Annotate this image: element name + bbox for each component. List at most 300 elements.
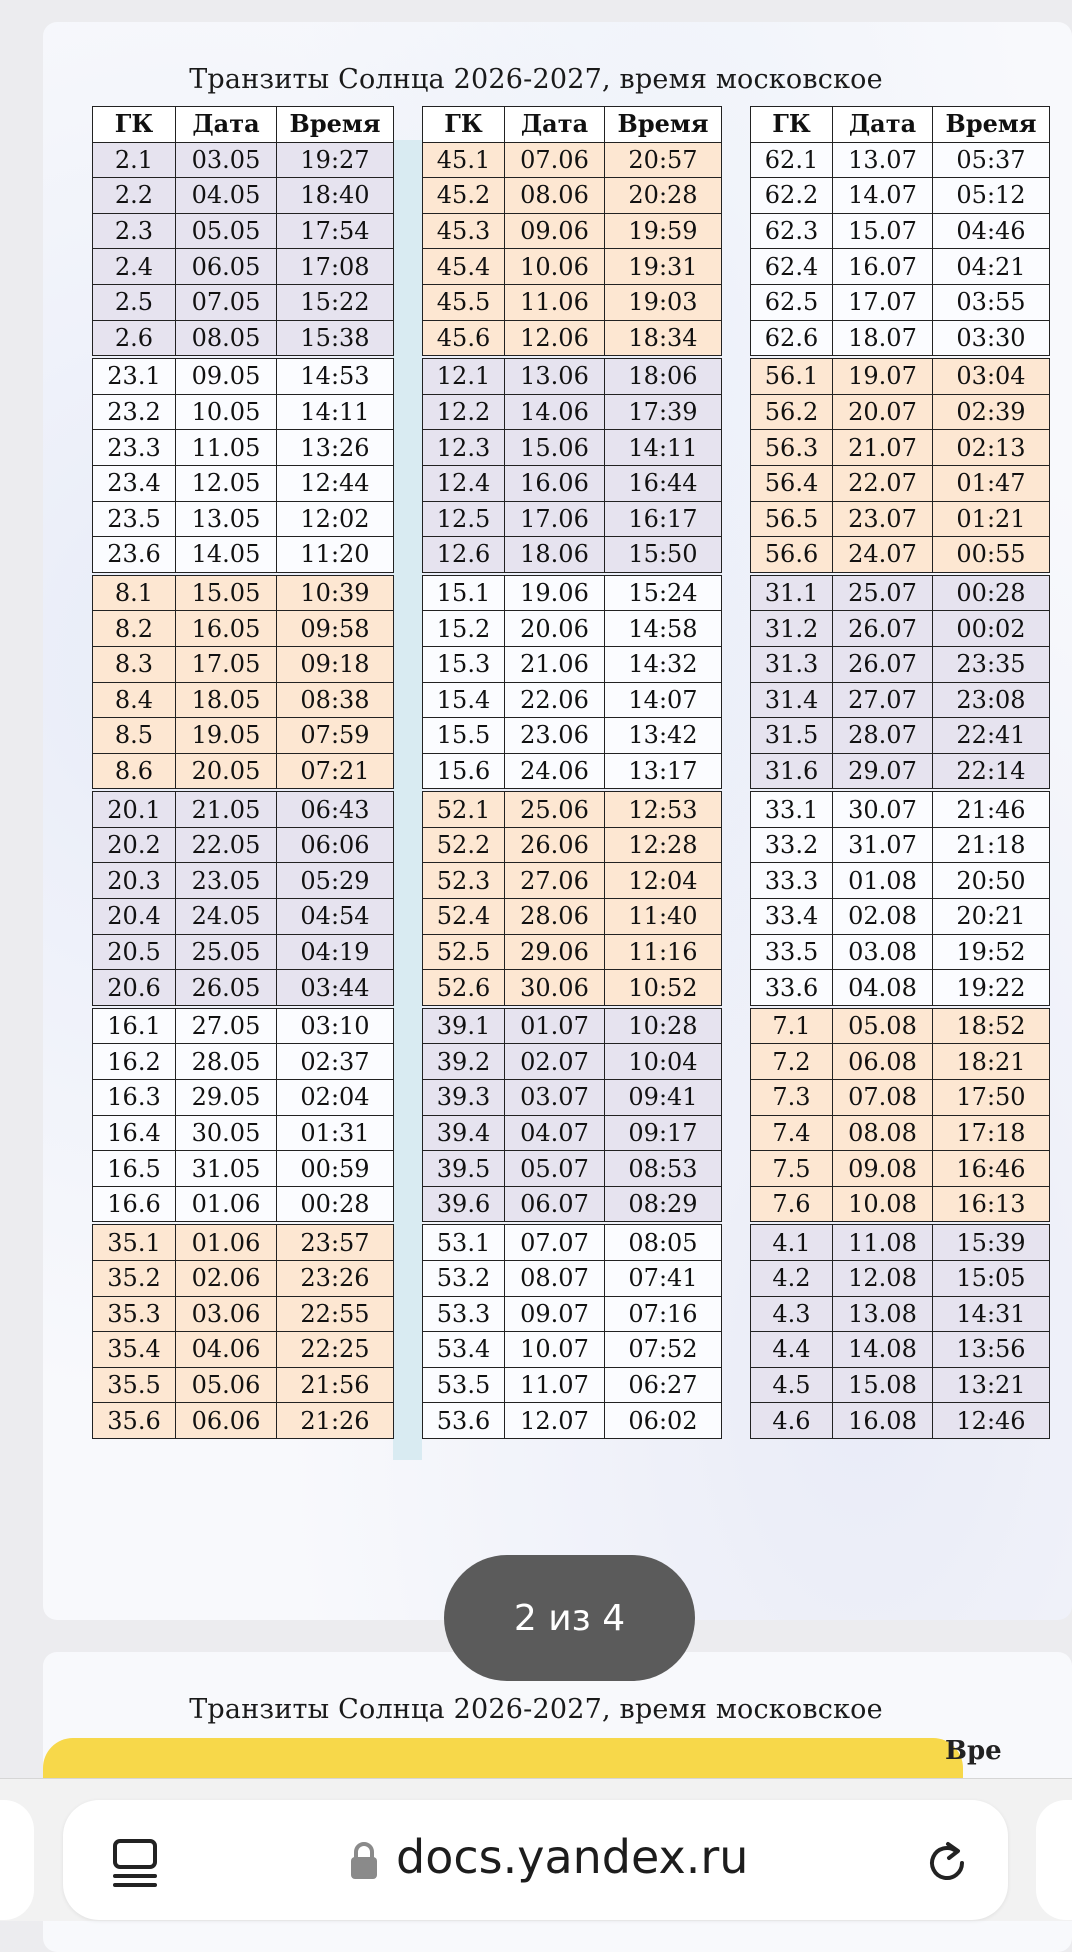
- table-row: [423, 611, 722, 647]
- gk-cell: 53.1: [423, 1223, 505, 1260]
- date-cell: 26.07: [833, 611, 933, 647]
- gk-cell: 20.3: [93, 863, 176, 899]
- time-cell: 00:02: [933, 611, 1050, 647]
- table-row: [751, 574, 1050, 611]
- time-cell: 23:26: [277, 1261, 394, 1297]
- gk-cell: 33.6: [751, 970, 833, 1007]
- gk-cell: 56.6: [751, 537, 833, 574]
- previous-tab-edge[interactable]: [0, 1800, 34, 1920]
- gk-cell: 45.1: [423, 142, 505, 178]
- time-cell: 02:37: [277, 1044, 394, 1080]
- tabs-icon[interactable]: [112, 1838, 158, 1888]
- table-row: [93, 934, 394, 970]
- table-row: [423, 790, 722, 827]
- table-row: [423, 1186, 722, 1223]
- time-cell: 19:27: [277, 142, 394, 178]
- page-counter-badge: 2 из 4: [444, 1555, 695, 1681]
- table-row: [93, 790, 394, 827]
- date-cell: 08.05: [176, 320, 277, 357]
- time-cell: 14:07: [605, 682, 722, 718]
- gk-cell: 15.5: [423, 718, 505, 754]
- date-cell: 23.06: [505, 718, 605, 754]
- gk-cell: 35.1: [93, 1223, 176, 1260]
- table-row: [93, 1223, 394, 1260]
- time-cell: 07:52: [605, 1332, 722, 1368]
- date-cell: 25.05: [176, 934, 277, 970]
- table-row: [751, 753, 1050, 790]
- gk-cell: 31.1: [751, 574, 833, 611]
- table-row: [751, 1403, 1050, 1439]
- time-cell: 15:05: [933, 1261, 1050, 1297]
- table-row: [423, 501, 722, 537]
- gk-cell: 20.1: [93, 790, 176, 827]
- table-row: [93, 1115, 394, 1151]
- date-cell: 21.05: [176, 790, 277, 827]
- gk-cell: 53.4: [423, 1332, 505, 1368]
- table-row: [751, 646, 1050, 682]
- table-row: [93, 1186, 394, 1223]
- table-row: [423, 1007, 722, 1044]
- gk-cell: 45.6: [423, 320, 505, 357]
- date-cell: 14.08: [833, 1332, 933, 1368]
- gk-cell: 20.2: [93, 827, 176, 863]
- date-cell: 05.07: [505, 1151, 605, 1187]
- date-cell: 02.08: [833, 899, 933, 935]
- time-cell: 21:46: [933, 790, 1050, 827]
- gk-cell: 33.4: [751, 899, 833, 935]
- gk-cell: 39.6: [423, 1186, 505, 1223]
- table-row: [93, 1367, 394, 1403]
- table-row: [93, 1080, 394, 1116]
- time-cell: 09:18: [277, 646, 394, 682]
- date-cell: 16.08: [833, 1403, 933, 1439]
- date-cell: 28.06: [505, 899, 605, 935]
- gk-cell: 8.5: [93, 718, 176, 754]
- date-cell: 29.07: [833, 753, 933, 790]
- gk-cell: 12.6: [423, 537, 505, 574]
- time-cell: 19:22: [933, 970, 1050, 1007]
- time-cell: 08:53: [605, 1151, 722, 1187]
- time-cell: 04:19: [277, 934, 394, 970]
- date-cell: 18.07: [833, 320, 933, 357]
- table-row: [751, 1186, 1050, 1223]
- date-cell: 24.06: [505, 753, 605, 790]
- date-cell: 18.06: [505, 537, 605, 574]
- table-row: [93, 1332, 394, 1368]
- time-cell: 18:06: [605, 357, 722, 394]
- gk-cell: 20.4: [93, 899, 176, 935]
- time-cell: 18:40: [277, 178, 394, 214]
- date-cell: 03.08: [833, 934, 933, 970]
- reload-icon[interactable]: [922, 1838, 972, 1888]
- date-cell: 07.06: [505, 142, 605, 178]
- date-cell: 11.06: [505, 284, 605, 320]
- table-row: [751, 899, 1050, 935]
- date-cell: 10.07: [505, 1332, 605, 1368]
- date-cell: 30.05: [176, 1115, 277, 1151]
- table-row: [93, 178, 394, 214]
- table-row: [93, 970, 394, 1007]
- date-cell: 25.06: [505, 790, 605, 827]
- gk-cell: 15.4: [423, 682, 505, 718]
- table-row: [751, 430, 1050, 466]
- time-cell: 17:39: [605, 394, 722, 430]
- time-cell: 21:26: [277, 1403, 394, 1439]
- gk-cell: 39.4: [423, 1115, 505, 1151]
- time-cell: 03:04: [933, 357, 1050, 394]
- time-cell: 22:55: [277, 1296, 394, 1332]
- date-cell: 28.07: [833, 718, 933, 754]
- date-cell: 15.08: [833, 1367, 933, 1403]
- gk-cell: 35.3: [93, 1296, 176, 1332]
- gk-cell: 7.6: [751, 1186, 833, 1223]
- table-row: [93, 501, 394, 537]
- table-row: [93, 718, 394, 754]
- gk-cell: 53.3: [423, 1296, 505, 1332]
- time-cell: 09:41: [605, 1080, 722, 1116]
- gk-cell: 62.3: [751, 213, 833, 249]
- gk-cell: 39.1: [423, 1007, 505, 1044]
- gk-cell: 2.1: [93, 142, 176, 178]
- time-cell: 08:29: [605, 1186, 722, 1223]
- gk-cell: 52.4: [423, 899, 505, 935]
- gk-cell: 4.2: [751, 1261, 833, 1297]
- table-row: [423, 1403, 722, 1439]
- date-cell: 07.08: [833, 1080, 933, 1116]
- table-row: [93, 213, 394, 249]
- table-row: [751, 537, 1050, 574]
- date-cell: 04.07: [505, 1115, 605, 1151]
- date-cell: 06.07: [505, 1186, 605, 1223]
- header-gk: ГК: [93, 107, 176, 143]
- date-cell: 29.06: [505, 934, 605, 970]
- gk-cell: 56.1: [751, 357, 833, 394]
- date-cell: 10.06: [505, 249, 605, 285]
- date-cell: 12.08: [833, 1261, 933, 1297]
- table-row: [751, 1296, 1050, 1332]
- gk-cell: 4.1: [751, 1223, 833, 1260]
- date-cell: 14.05: [176, 537, 277, 574]
- date-cell: 25.07: [833, 574, 933, 611]
- gk-cell: 31.3: [751, 646, 833, 682]
- date-cell: 05.08: [833, 1007, 933, 1044]
- time-cell: 17:50: [933, 1080, 1050, 1116]
- table-row: [93, 142, 394, 178]
- date-cell: 16.05: [176, 611, 277, 647]
- time-cell: 18:34: [605, 320, 722, 357]
- next-tab-edge[interactable]: [1036, 1800, 1072, 1920]
- table-header-row: [423, 107, 722, 143]
- next-page-partial-header: Вре: [945, 1736, 1002, 1766]
- gk-cell: 33.3: [751, 863, 833, 899]
- time-cell: 03:44: [277, 970, 394, 1007]
- time-cell: 04:46: [933, 213, 1050, 249]
- date-cell: 27.05: [176, 1007, 277, 1044]
- time-cell: 20:57: [605, 142, 722, 178]
- date-cell: 02.06: [176, 1261, 277, 1297]
- date-cell: 09.07: [505, 1296, 605, 1332]
- time-cell: 23:57: [277, 1223, 394, 1260]
- time-cell: 11:40: [605, 899, 722, 935]
- gk-cell: 39.3: [423, 1080, 505, 1116]
- date-cell: 12.06: [505, 320, 605, 357]
- gk-cell: 8.1: [93, 574, 176, 611]
- time-cell: 07:59: [277, 718, 394, 754]
- page-title: Транзиты Солнца 2026-2027, время московское: [189, 64, 883, 95]
- gk-cell: 4.4: [751, 1332, 833, 1368]
- table-row: [423, 1332, 722, 1368]
- time-cell: 07:16: [605, 1296, 722, 1332]
- table-row: [423, 357, 722, 394]
- transit-table-1: [92, 106, 394, 1439]
- time-cell: 23:35: [933, 646, 1050, 682]
- table-row: [93, 682, 394, 718]
- gk-cell: 52.5: [423, 934, 505, 970]
- gk-cell: 7.4: [751, 1115, 833, 1151]
- gk-cell: 12.1: [423, 357, 505, 394]
- table-row: [423, 1115, 722, 1151]
- date-cell: 22.07: [833, 465, 933, 501]
- date-cell: 31.05: [176, 1151, 277, 1187]
- table-row: [423, 1080, 722, 1116]
- date-cell: 08.08: [833, 1115, 933, 1151]
- table-row: [93, 827, 394, 863]
- time-cell: 20:28: [605, 178, 722, 214]
- date-cell: 19.07: [833, 357, 933, 394]
- gk-cell: 2.5: [93, 284, 176, 320]
- time-cell: 14:31: [933, 1296, 1050, 1332]
- table-row: [751, 827, 1050, 863]
- date-cell: 04.08: [833, 970, 933, 1007]
- gk-cell: 56.2: [751, 394, 833, 430]
- date-cell: 27.06: [505, 863, 605, 899]
- table-row: [751, 970, 1050, 1007]
- time-cell: 08:05: [605, 1223, 722, 1260]
- table-row: [423, 970, 722, 1007]
- gk-cell: 4.3: [751, 1296, 833, 1332]
- table-row: [93, 1151, 394, 1187]
- gk-cell: 52.3: [423, 863, 505, 899]
- gk-cell: 56.3: [751, 430, 833, 466]
- time-cell: 13:26: [277, 430, 394, 466]
- table-row: [751, 357, 1050, 394]
- gk-cell: 35.2: [93, 1261, 176, 1297]
- gk-cell: 8.6: [93, 753, 176, 790]
- date-cell: 15.06: [505, 430, 605, 466]
- time-cell: 12:04: [605, 863, 722, 899]
- date-cell: 11.07: [505, 1367, 605, 1403]
- table-row: [423, 249, 722, 285]
- gk-cell: 12.4: [423, 465, 505, 501]
- time-cell: 10:04: [605, 1044, 722, 1080]
- header-time: Время: [933, 107, 1050, 143]
- table-row: [751, 1332, 1050, 1368]
- date-cell: 23.07: [833, 501, 933, 537]
- time-cell: 02:39: [933, 394, 1050, 430]
- time-cell: 22:41: [933, 718, 1050, 754]
- gk-cell: 56.5: [751, 501, 833, 537]
- date-cell: 29.05: [176, 1080, 277, 1116]
- transit-table-3: [750, 106, 1050, 1439]
- table-row: [93, 753, 394, 790]
- gk-cell: 16.3: [93, 1080, 176, 1116]
- time-cell: 08:38: [277, 682, 394, 718]
- date-cell: 08.06: [505, 178, 605, 214]
- table-row: [751, 249, 1050, 285]
- gk-cell: 35.6: [93, 1403, 176, 1439]
- date-cell: 06.05: [176, 249, 277, 285]
- table-row: [751, 1044, 1050, 1080]
- time-cell: 14:53: [277, 357, 394, 394]
- table-row: [93, 646, 394, 682]
- time-cell: 12:46: [933, 1403, 1050, 1439]
- time-cell: 14:11: [277, 394, 394, 430]
- time-cell: 15:22: [277, 284, 394, 320]
- time-cell: 15:50: [605, 537, 722, 574]
- table-row: [751, 465, 1050, 501]
- gk-cell: 31.4: [751, 682, 833, 718]
- lock-icon: [350, 1842, 378, 1880]
- table-row: [423, 142, 722, 178]
- time-cell: 16:13: [933, 1186, 1050, 1223]
- table-row: [93, 1044, 394, 1080]
- time-cell: 02:13: [933, 430, 1050, 466]
- date-cell: 27.07: [833, 682, 933, 718]
- table-row: [423, 1367, 722, 1403]
- date-cell: 02.07: [505, 1044, 605, 1080]
- time-cell: 00:59: [277, 1151, 394, 1187]
- gk-cell: 23.4: [93, 465, 176, 501]
- date-cell: 26.05: [176, 970, 277, 1007]
- date-cell: 14.06: [505, 394, 605, 430]
- time-cell: 10:39: [277, 574, 394, 611]
- table-row: [751, 284, 1050, 320]
- gk-cell: 2.2: [93, 178, 176, 214]
- table-row: [423, 537, 722, 574]
- gk-cell: 15.2: [423, 611, 505, 647]
- gk-cell: 35.5: [93, 1367, 176, 1403]
- table-row: [751, 790, 1050, 827]
- table-row: [751, 394, 1050, 430]
- gk-cell: 33.5: [751, 934, 833, 970]
- time-cell: 22:25: [277, 1332, 394, 1368]
- date-cell: 24.05: [176, 899, 277, 935]
- table-row: [93, 1261, 394, 1297]
- table-row: [423, 934, 722, 970]
- gk-cell: 33.1: [751, 790, 833, 827]
- date-cell: 08.07: [505, 1261, 605, 1297]
- gk-cell: 62.6: [751, 320, 833, 357]
- date-cell: 09.06: [505, 213, 605, 249]
- gk-cell: 62.5: [751, 284, 833, 320]
- gk-cell: 62.4: [751, 249, 833, 285]
- gk-cell: 2.3: [93, 213, 176, 249]
- date-cell: 13.05: [176, 501, 277, 537]
- time-cell: 03:10: [277, 1007, 394, 1044]
- gk-cell: 8.3: [93, 646, 176, 682]
- table-row: [423, 430, 722, 466]
- date-cell: 15.05: [176, 574, 277, 611]
- table-header-row: [93, 107, 394, 143]
- time-cell: 14:58: [605, 611, 722, 647]
- time-cell: 13:17: [605, 753, 722, 790]
- date-cell: 17.05: [176, 646, 277, 682]
- time-cell: 07:21: [277, 753, 394, 790]
- gk-cell: 23.6: [93, 537, 176, 574]
- time-cell: 01:47: [933, 465, 1050, 501]
- table-row: [423, 1044, 722, 1080]
- time-cell: 11:20: [277, 537, 394, 574]
- gk-cell: 4.5: [751, 1367, 833, 1403]
- table-row: [423, 1223, 722, 1260]
- table-row: [423, 574, 722, 611]
- table-row: [93, 465, 394, 501]
- date-cell: 13.07: [833, 142, 933, 178]
- time-cell: 05:29: [277, 863, 394, 899]
- table-row: [751, 501, 1050, 537]
- date-cell: 06.06: [176, 1403, 277, 1439]
- date-cell: 23.05: [176, 863, 277, 899]
- time-cell: 00:28: [277, 1186, 394, 1223]
- time-cell: 07:41: [605, 1261, 722, 1297]
- date-cell: 21.06: [505, 646, 605, 682]
- date-cell: 05.06: [176, 1367, 277, 1403]
- date-cell: 10.05: [176, 394, 277, 430]
- table-row: [423, 213, 722, 249]
- time-cell: 15:38: [277, 320, 394, 357]
- table-row: [93, 249, 394, 285]
- gk-cell: 45.5: [423, 284, 505, 320]
- gk-cell: 15.3: [423, 646, 505, 682]
- time-cell: 02:04: [277, 1080, 394, 1116]
- time-cell: 15:39: [933, 1223, 1050, 1260]
- time-cell: 14:11: [605, 430, 722, 466]
- header-gk: ГК: [423, 107, 505, 143]
- date-cell: 03.07: [505, 1080, 605, 1116]
- time-cell: 12:53: [605, 790, 722, 827]
- table-row: [751, 1115, 1050, 1151]
- time-cell: 18:52: [933, 1007, 1050, 1044]
- gk-cell: 31.5: [751, 718, 833, 754]
- table-row: [93, 574, 394, 611]
- gk-cell: 52.2: [423, 827, 505, 863]
- gk-cell: 23.2: [93, 394, 176, 430]
- table-row: [423, 394, 722, 430]
- table-row: [423, 899, 722, 935]
- time-cell: 00:28: [933, 574, 1050, 611]
- gk-cell: 16.6: [93, 1186, 176, 1223]
- date-cell: 26.07: [833, 646, 933, 682]
- date-cell: 28.05: [176, 1044, 277, 1080]
- date-cell: 01.07: [505, 1007, 605, 1044]
- date-cell: 13.08: [833, 1296, 933, 1332]
- table-row: [93, 320, 394, 357]
- date-cell: 01.08: [833, 863, 933, 899]
- gk-cell: 16.4: [93, 1115, 176, 1151]
- gk-cell: 45.2: [423, 178, 505, 214]
- time-cell: 12:44: [277, 465, 394, 501]
- time-cell: 23:08: [933, 682, 1050, 718]
- table-row: [751, 1223, 1050, 1260]
- time-cell: 18:21: [933, 1044, 1050, 1080]
- table-row: [751, 1367, 1050, 1403]
- time-cell: 13:21: [933, 1367, 1050, 1403]
- table-row: [423, 718, 722, 754]
- date-cell: 20.07: [833, 394, 933, 430]
- time-cell: 13:42: [605, 718, 722, 754]
- date-cell: 14.07: [833, 178, 933, 214]
- url-text[interactable]: docs.yandex.ru: [396, 1830, 749, 1884]
